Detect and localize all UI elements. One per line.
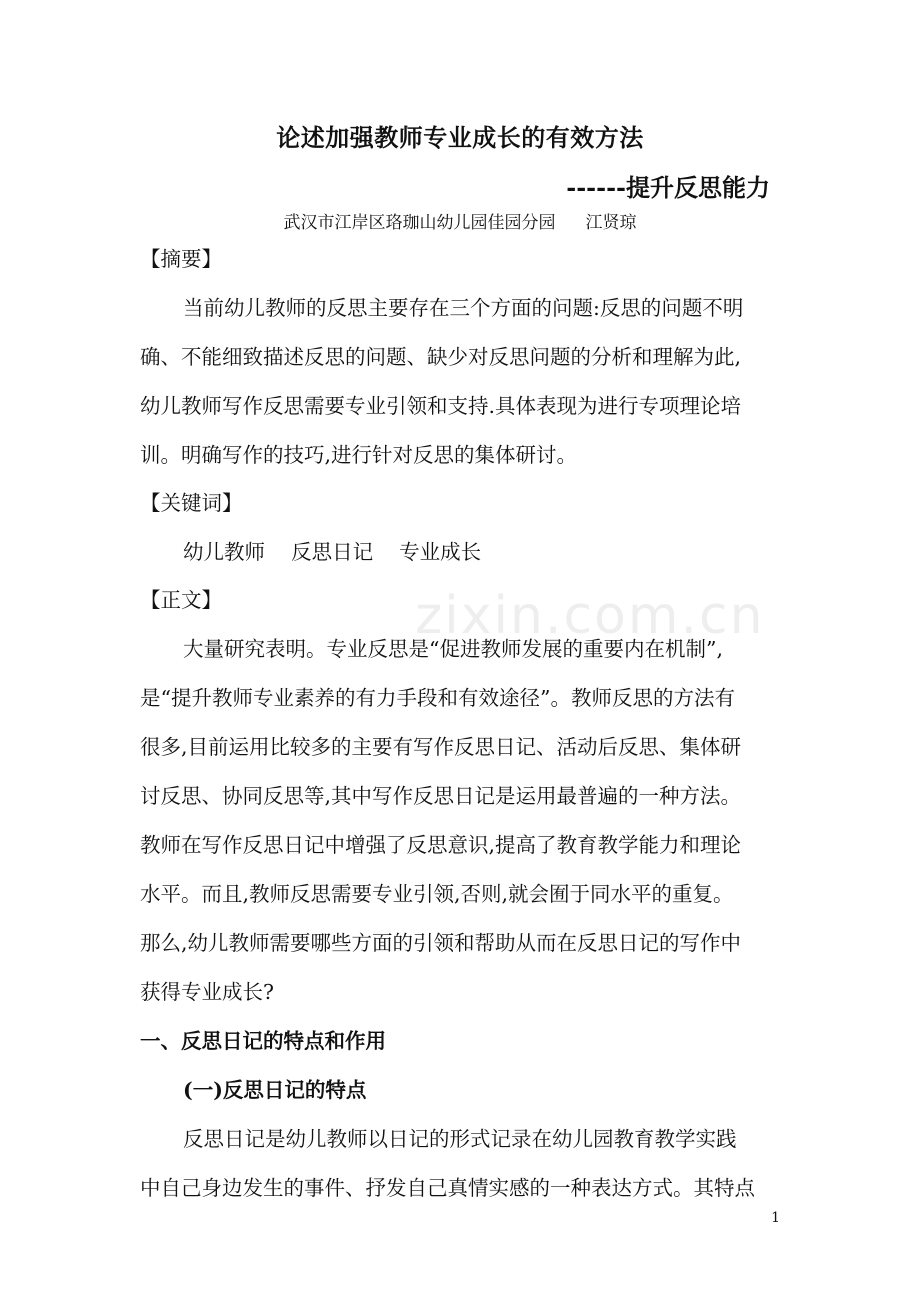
- document-subtitle: ------提升反思能力: [566, 173, 770, 202]
- section-line: 中自己身边发生的事件、抒发自己真情实感的一种表达方式。其特点: [140, 1176, 755, 1200]
- body-line: 讨反思、协同反思等,其中写作反思日记是运用最普遍的一种方法。: [140, 784, 742, 808]
- page-number: 1: [771, 1210, 780, 1226]
- watermark: zixin.com.cn: [415, 586, 765, 646]
- author-name: 江贤琼: [585, 213, 637, 233]
- body-line: 很多,目前运用比较多的主要有写作反思日记、活动后反思、集体研: [140, 735, 742, 759]
- subsection-heading: (一)反思日记的特点: [183, 1078, 367, 1102]
- body-line: 获得专业成长?: [140, 980, 274, 1004]
- author-line: [0, 208, 920, 233]
- keywords-text: 幼儿教师 反思日记 专业成长: [183, 540, 482, 564]
- body-line: 水平。而且,教师反思需要专业引领,否则,就会囿于同水平的重复。: [140, 882, 734, 906]
- body-heading: 【正文】: [140, 588, 222, 612]
- abstract-line: 幼儿教师写作反思需要专业引领和支持.具体表现为进行专项理论培: [140, 394, 742, 418]
- abstract-line: 训。明确写作的技巧,进行针对反思的集体研讨。: [140, 443, 578, 467]
- keywords-heading: 【关键词】: [140, 491, 243, 515]
- body-line: 大量研究表明。专业反思是“促进教师发展的重要内在机制”,: [183, 637, 723, 661]
- author-school: 武汉市江岸区珞珈山幼儿园佳园分园: [283, 213, 556, 233]
- body-line: 教师在写作反思日记中增强了反思意识,提高了教育教学能力和理论: [140, 833, 742, 857]
- body-line: 是“提升教师专业素养的有力手段和有效途径”。教师反思的方法有: [140, 686, 735, 710]
- body-line: 那么,幼儿教师需要哪些方面的引领和帮助从而在反思日记的写作中: [140, 931, 742, 955]
- section-line: 反思日记是幼儿教师以日记的形式记录在幼儿园教育教学实践: [183, 1127, 737, 1151]
- section-heading: 一、反思日记的特点和作用: [140, 1029, 386, 1053]
- document-title: 论述加强教师专业成长的有效方法: [276, 123, 644, 152]
- abstract-line: 确、不能细致描述反思的问题、缺少对反思问题的分析和理解为此,: [140, 345, 742, 369]
- abstract-heading: 【摘要】: [140, 247, 222, 271]
- abstract-line: 当前幼儿教师的反思主要存在三个方面的问题:反思的问题不明: [183, 296, 744, 320]
